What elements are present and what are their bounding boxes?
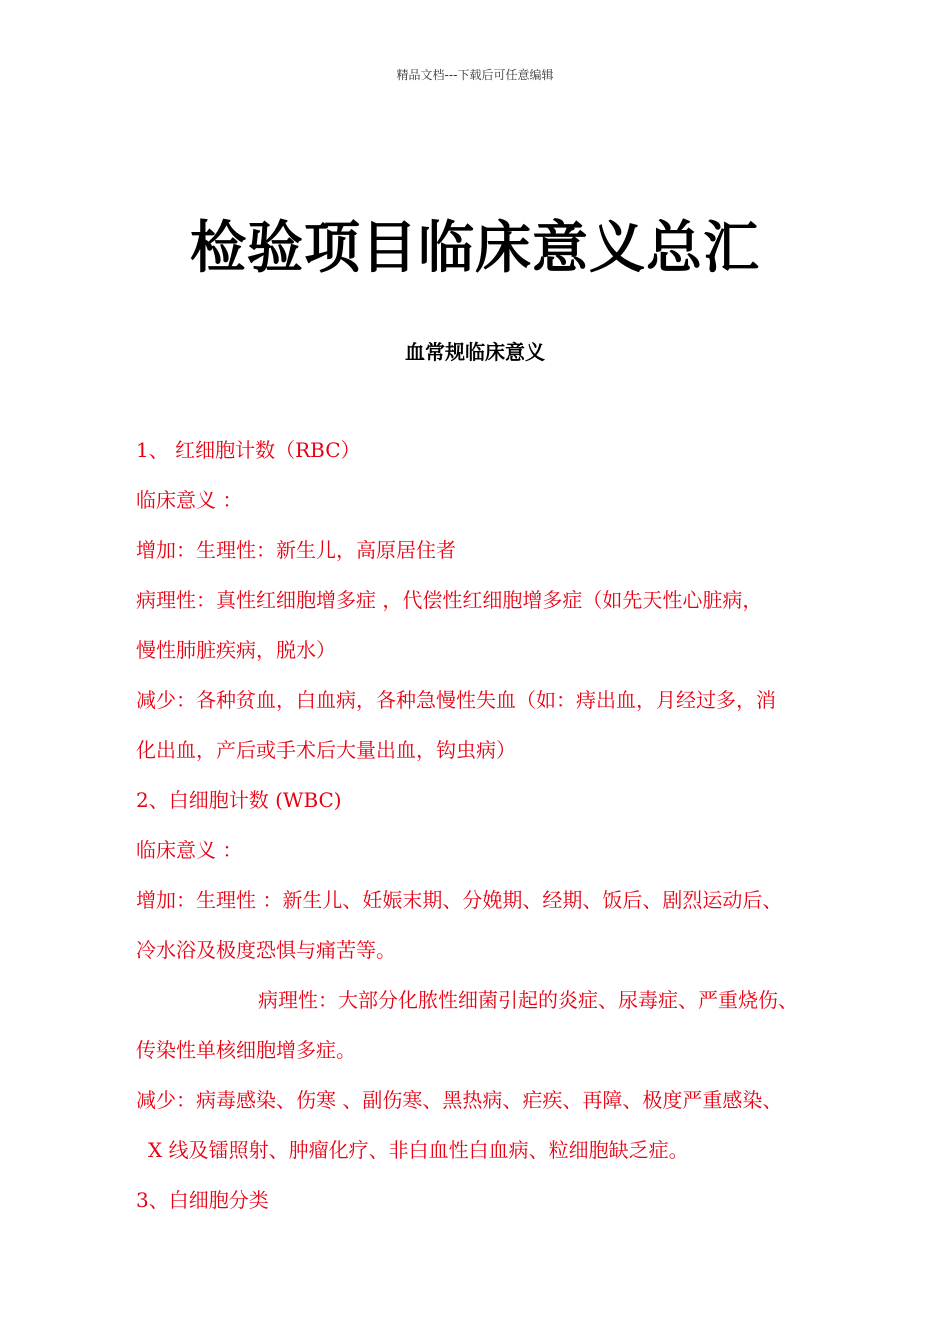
body-line: 临床意义 ： bbox=[136, 488, 243, 512]
body-line: 冷水浴及极度恐惧与痛苦等。 bbox=[136, 938, 396, 962]
document-body bbox=[136, 432, 860, 1232]
body-line: 减少：病毒感染、伤寒 、副伤寒、黑热病、疟疾、再障、极度严重感染、 bbox=[136, 1088, 783, 1112]
body-line: 3、白细胞分类 bbox=[136, 1188, 269, 1212]
body-line: 1、 红细胞计数（RBC） bbox=[136, 438, 361, 462]
body-line: 慢性肺脏疾病，脱水） bbox=[136, 638, 336, 662]
body-line: 2、白细胞计数 (WBC) bbox=[136, 788, 342, 812]
body-line: 病理性：真性红细胞增多症 ，代偿性红细胞增多症（如先天性心脏病， bbox=[136, 588, 763, 612]
body-line: X 线及镭照射、肿瘤化疗、非白血性白血病、粒细胞缺乏症。 bbox=[148, 1138, 689, 1162]
document-title: 检验项目临床意义总汇 bbox=[190, 216, 760, 281]
body-line: 临床意义 ： bbox=[136, 838, 243, 862]
section-title: 血常规临床意义 bbox=[405, 340, 545, 364]
body-line: 化出血，产后或手术后大量出血，钩虫病） bbox=[136, 738, 516, 762]
body-line: 增加：生理性：新生儿，高原居住者 bbox=[136, 538, 456, 562]
body-line: 传染性单核细胞增多症。 bbox=[136, 1038, 356, 1062]
body-line: 增加：生理性 ：新生儿、妊娠末期、分娩期、经期、饭后、剧烈运动后、 bbox=[136, 888, 783, 912]
body-line: 病理性：大部分化脓性细菌引起的炎症、尿毒症、严重烧伤、 bbox=[258, 988, 798, 1012]
header-note: 精品文档---下载后可任意编辑 bbox=[396, 68, 554, 82]
body-line: 减少：各种贫血，白血病，各种急慢性失血（如：痔出血，月经过多，消 bbox=[136, 688, 776, 712]
